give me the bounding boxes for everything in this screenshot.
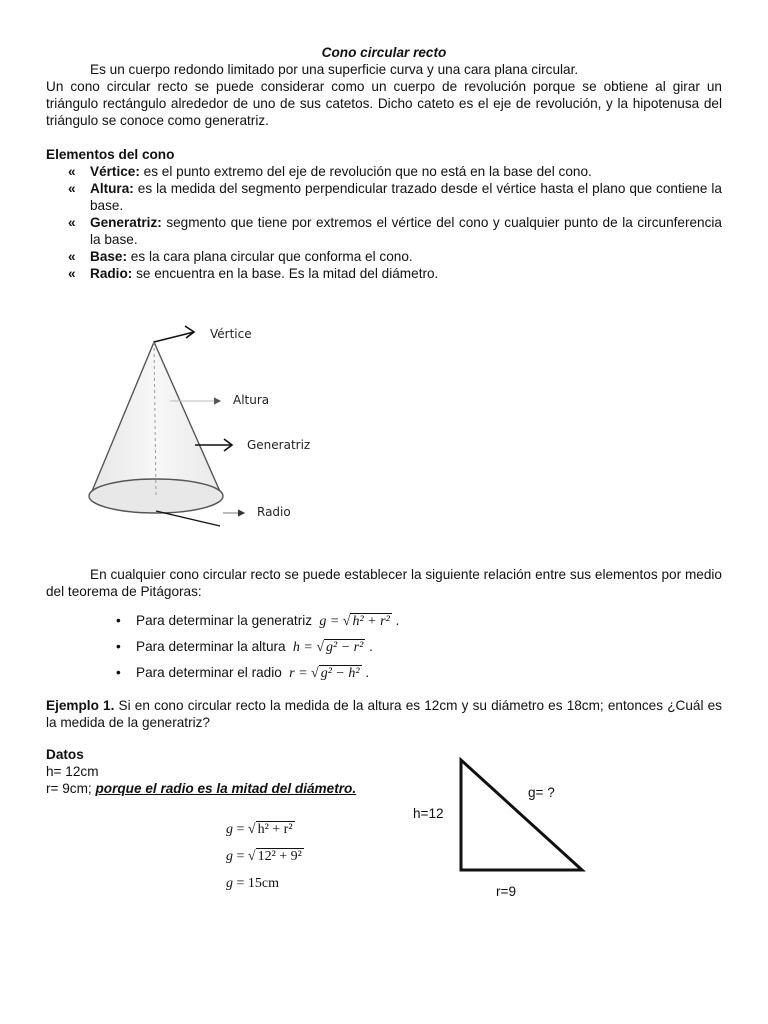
bullet-icon: •: [116, 613, 121, 628]
arrow-icon: [185, 326, 194, 338]
calc-result: 15cm: [247, 876, 280, 891]
guillemet-marker: «: [68, 266, 76, 281]
pythagoras-section: [46, 566, 722, 686]
triangle-height-label: h=12: [413, 806, 444, 821]
vertex-label: Vértice: [210, 327, 252, 341]
formula-lhs: g: [319, 614, 327, 629]
intro-paragraph-2: Un cono circular recto se puede considerar como un cuerpo de revolución porque se obtiene al girar un triángulo rectángulo alrededor de uno de sus catetos. Dicho cateto es el eje de revolución, y la hipotenusa del triángulo se conoce como generatriz.: [46, 79, 722, 128]
term-label: Altura:: [90, 181, 134, 196]
formula-lhs: h: [292, 640, 300, 655]
list-item: [46, 248, 722, 265]
list-item: • Para determinar el radio r = √ g² − h² .: [46, 660, 722, 686]
guillemet-marker: «: [68, 215, 76, 230]
cone-drawing: [60, 316, 380, 536]
bullet-icon: •: [116, 639, 121, 654]
example-paragraph: [46, 697, 722, 731]
example-label: Ejemplo 1.: [46, 698, 115, 713]
elements-list: [46, 163, 722, 282]
formula: h = √ g² − r²: [292, 640, 364, 655]
calculation-steps: [226, 816, 304, 897]
list-item: [46, 265, 722, 282]
calc-step: g = √ 12² + 9²: [226, 849, 302, 864]
arrow-icon: [238, 510, 244, 516]
calc-step: g = √ h² + r²: [226, 822, 293, 837]
document-page: [46, 44, 722, 282]
cone-diagram: [60, 316, 380, 536]
guillemet-marker: «: [68, 164, 76, 179]
term-label: Generatriz:: [90, 215, 162, 230]
radius-label: Radio: [257, 505, 291, 519]
data-radius: r= 9cm;: [46, 781, 92, 796]
triangle-shape: [461, 760, 582, 870]
formula: r = √ g² − h²: [289, 666, 360, 681]
term-label: Radio:: [90, 266, 133, 281]
calc-step: g = 15cm: [226, 876, 280, 891]
page-title: Cono circular recto: [321, 45, 447, 60]
calc-radicand: h² + r²: [257, 822, 293, 837]
bullet-icon: •: [116, 665, 121, 680]
arrow-icon: [214, 398, 220, 404]
term-definition: segmento que tiene por extremos el vértice del cono y cualquier punto de la circunferencia la base.: [90, 215, 722, 247]
data-height: h= 12cm: [46, 764, 99, 779]
calc-lhs: g: [226, 876, 233, 891]
calc-lhs: g: [226, 849, 233, 864]
list-item: • Para determinar la altura h = √ g² − r² .: [46, 634, 722, 660]
term-definition: es el punto extremo del eje de revolución que no está en la base del cono.: [139, 164, 592, 179]
generatrix-label: Generatriz: [247, 438, 311, 452]
term-label: Vértice:: [90, 164, 140, 179]
term-definition: se encuentra en la base. Es la mitad del diámetro.: [132, 266, 439, 281]
guillemet-marker: «: [68, 181, 76, 196]
formula-list: [46, 608, 722, 686]
term-definition: es la cara plana circular que conforma el cono.: [127, 249, 413, 264]
calc-radicand: 12² + 9²: [257, 849, 302, 864]
intro-paragraph-1: Es un cuerpo redondo limitado por una superficie curva y una cara plana circular.: [90, 62, 579, 77]
formula-radicand: h² + r²: [352, 614, 390, 629]
triangle-drawing: [410, 752, 610, 902]
data-heading: Datos: [46, 747, 84, 762]
list-item: [46, 214, 722, 248]
list-item: [46, 180, 722, 214]
data-radius-note: porque el radio es la mitad del diámetro.: [95, 781, 357, 796]
relation-paragraph: En cualquier cono circular recto se puede establecer la siguiente relación entre sus elementos por medio del teorema de Pitágoras:: [46, 567, 722, 599]
list-item: [46, 163, 722, 180]
triangle-hypotenuse-label: g= ?: [528, 785, 555, 800]
formula-radicand: g² − r²: [326, 640, 364, 655]
radius-line: [156, 511, 220, 526]
bullet-text: Para determinar la generatriz: [136, 613, 313, 628]
term-definition: es la medida del segmento perpendicular trazado desde el vértice hasta el plano que contiene la base.: [90, 181, 722, 213]
height-label: Altura: [233, 393, 270, 407]
bullet-text: Para determinar el radio: [136, 665, 282, 680]
data-block: [46, 746, 406, 797]
data-radius-row: [46, 780, 406, 797]
elements-heading: Elementos del cono: [46, 147, 175, 162]
formula-radicand: g² − h²: [320, 666, 360, 681]
example-section: [46, 697, 722, 731]
example-text: Si en cono circular recto la medida de la altura es 12cm y su diámetro es 18cm; entonces ¿Cuál es la medida de la generatriz?: [46, 698, 722, 730]
bullet-text: Para determinar la altura: [136, 639, 286, 654]
list-item: • Para determinar la generatriz g = √ h² + r² .: [46, 608, 722, 634]
right-triangle-diagram: [410, 752, 610, 902]
calc-lhs: g: [226, 822, 233, 837]
term-label: Base:: [90, 249, 128, 264]
guillemet-marker: «: [68, 249, 76, 264]
formula: g = √ h² + r²: [319, 614, 390, 629]
triangle-base-label: r=9: [496, 884, 517, 899]
formula-lhs: r: [289, 666, 295, 681]
